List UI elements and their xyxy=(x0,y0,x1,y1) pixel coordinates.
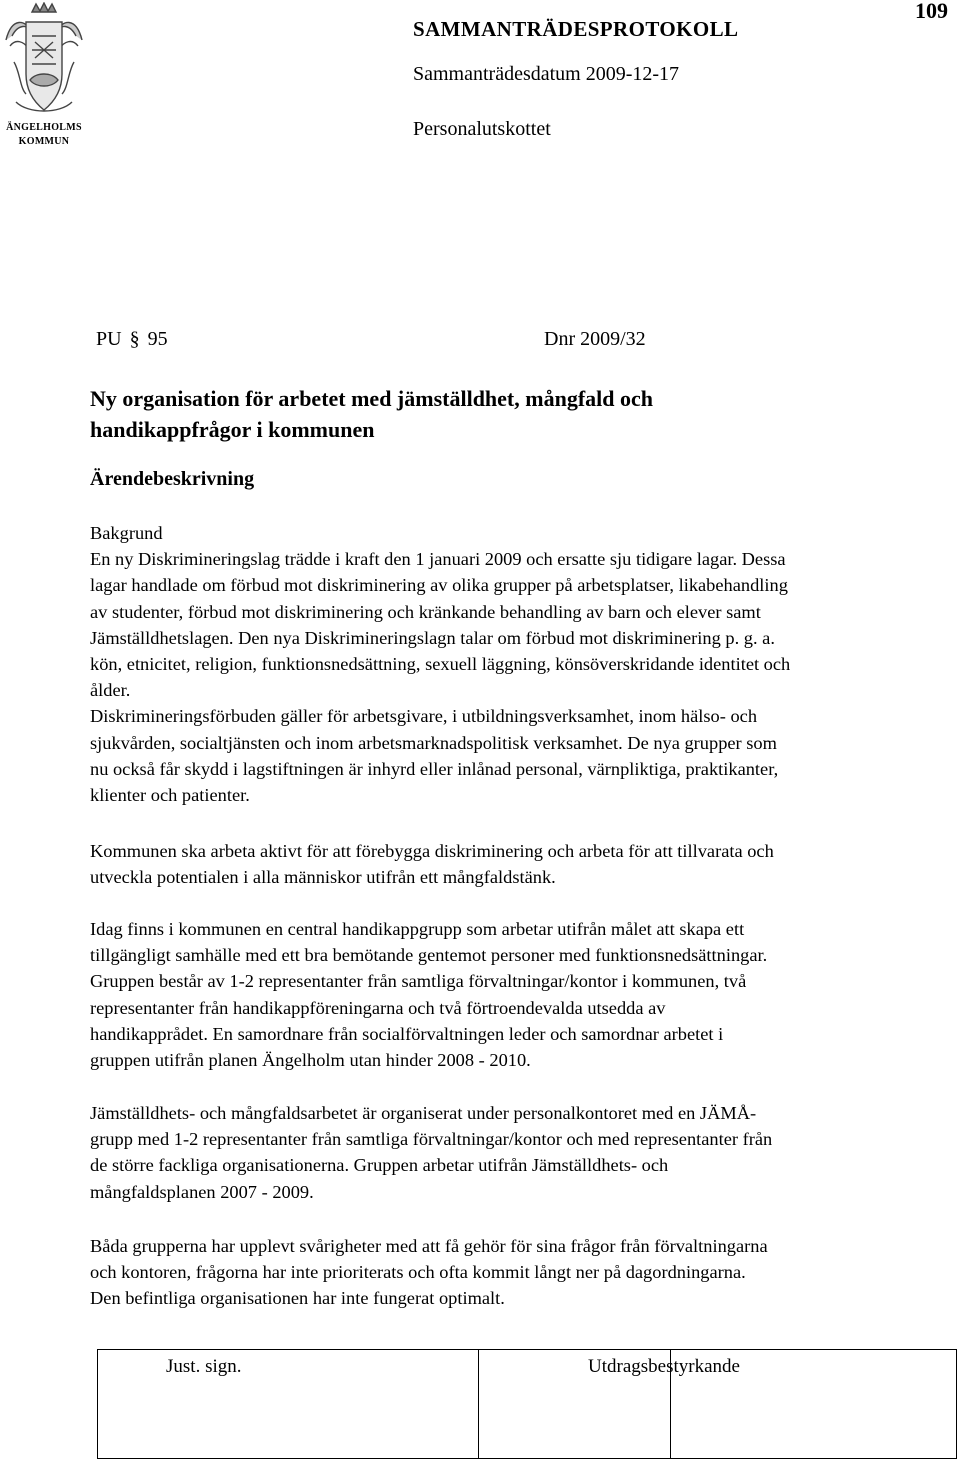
case-title-line: Ny organisation för arbetet med jämställdhet, mångfald och xyxy=(90,386,653,411)
diary-number: Dnr 2009/32 xyxy=(544,328,646,350)
paragraph-line: kön, etnicitet, religion, funktionsnedsättning, sexuell läggning, könsöverskridande identitet och xyxy=(90,654,791,675)
committee-name: Personalutskottet xyxy=(413,118,551,140)
paragraph-line: Bakgrund xyxy=(90,523,163,543)
case-title-line: handikappfrågor i kommunen xyxy=(90,417,375,442)
paragraph-line: lagar handlade om förbud mot diskriminering av olika grupper på arbetsplatser, likabehandling xyxy=(90,575,788,596)
paragraph-line: Idag finns i kommunen en central handikappgrupp som arbetar utifrån målet att skapa ett xyxy=(90,919,745,939)
paragraph-line: klienter och patienter. xyxy=(90,785,250,806)
paragraph-line: Kommunen ska arbeta aktivt för att förebygga diskriminering och arbeta för att tillvarata och xyxy=(90,841,774,861)
paragraph-line: nu också får skydd i lagstiftningen är inhyrd eller inlånad personal, värnpliktiga, praktikanter, xyxy=(90,758,779,779)
section-sign: § xyxy=(129,328,140,350)
paragraph-line: mångfaldsplanen 2007 - 2009. xyxy=(90,1181,314,1202)
paragraph-line: gruppen utifrån planen Ängelholm utan hinder 2008 - 2010. xyxy=(90,1050,531,1071)
just-sign-label: Just. sign. xyxy=(166,1356,242,1377)
paragraph-line: representanter från handikappföreningarna och två förtroendevalda utsedda av xyxy=(90,997,666,1018)
logo-text-line2: KOMMUN xyxy=(18,136,70,147)
municipality-logo xyxy=(0,0,88,150)
paragraph-line: Gruppen består av 1-2 representanter från samtliga förvaltningar/kontor i kommunen, två xyxy=(90,971,747,992)
paragraph-line: sjukvården, socialtjänsten och inom arbetsmarknadspolitisk verksamhet. De nya grupper som xyxy=(90,732,777,753)
case-prefix: PU xyxy=(96,328,122,350)
utdrag-label: Utdragsbestyrkande xyxy=(588,1356,740,1377)
paragraph-line: Den befintliga organisationen har inte fungerat optimalt. xyxy=(90,1288,505,1309)
case-identifier xyxy=(96,328,168,351)
paragraph-line: ålder. xyxy=(90,680,131,701)
section-heading: Ärendebeskrivning xyxy=(90,468,255,490)
meeting-date: Sammanträdesdatum 2009-12-17 xyxy=(413,63,680,85)
paragraph-background xyxy=(90,520,960,808)
paragraph-line: av studenter, förbud mot diskriminering och kränkande behandling av barn och elever samt xyxy=(90,601,761,622)
paragraph-line: handikapprådet. En samordnare från socialförvaltningen leder och samordnar arbetet i xyxy=(90,1023,724,1044)
paragraph-disability-group xyxy=(90,916,960,1073)
paragraph-line: och kontoren, frågorna har inte prioriterats och ofta kommit långt ner på dagordningarna. xyxy=(90,1262,746,1283)
page-number: 109 xyxy=(915,0,948,23)
paragraph-line: Jämställdhetslagen. Den nya Diskrimineringslagn talar om förbud mot diskriminering p. g. a. xyxy=(90,627,775,648)
paragraph-line: de större fackliga organisationerna. Gruppen arbetar utifrån Jämställdhets- och xyxy=(90,1155,669,1176)
paragraph-line: Diskrimineringsförbuden gäller för arbetsgivare, i utbildningsverksamhet, inom hälso- och xyxy=(90,706,758,727)
paragraph-line: tillgängligt samhälle med ett bra bemötande gentemot personer med funktionsnedsättningar. xyxy=(90,945,768,966)
paragraph-line: En ny Diskrimineringslag trädde i kraft den 1 januari 2009 och ersatte sju tidigare lagar. Dessa xyxy=(90,549,786,570)
paragraph-line: grupp med 1-2 representanter från samtliga förvaltningar/kontor och med representanter från xyxy=(90,1129,773,1150)
signature-divider xyxy=(478,1350,479,1458)
paragraph-line: Jämställdhets- och mångfaldsarbetet är organiserat under personalkontoret med en JÄMÅ- xyxy=(90,1103,757,1123)
paragraph-conclusion xyxy=(90,1233,960,1312)
protocol-title: SAMMANTRÄDESPROTOKOLL xyxy=(413,17,739,41)
paragraph-municipality-goal xyxy=(90,838,960,890)
case-number: 95 xyxy=(147,328,168,350)
logo-text-line1: ÄNGELHOLMS xyxy=(6,122,82,133)
paragraph-line: utveckla potentialen i alla människor utifrån ett mångfaldstänk. xyxy=(90,867,556,888)
paragraph-line: Båda grupperna har upplevt svårigheter med att få gehör för sina frågor från förvaltningarna xyxy=(90,1236,768,1256)
coat-of-arms-icon xyxy=(2,2,86,120)
paragraph-equality-work xyxy=(90,1100,960,1205)
signature-box xyxy=(97,1349,957,1459)
case-title xyxy=(90,383,850,445)
